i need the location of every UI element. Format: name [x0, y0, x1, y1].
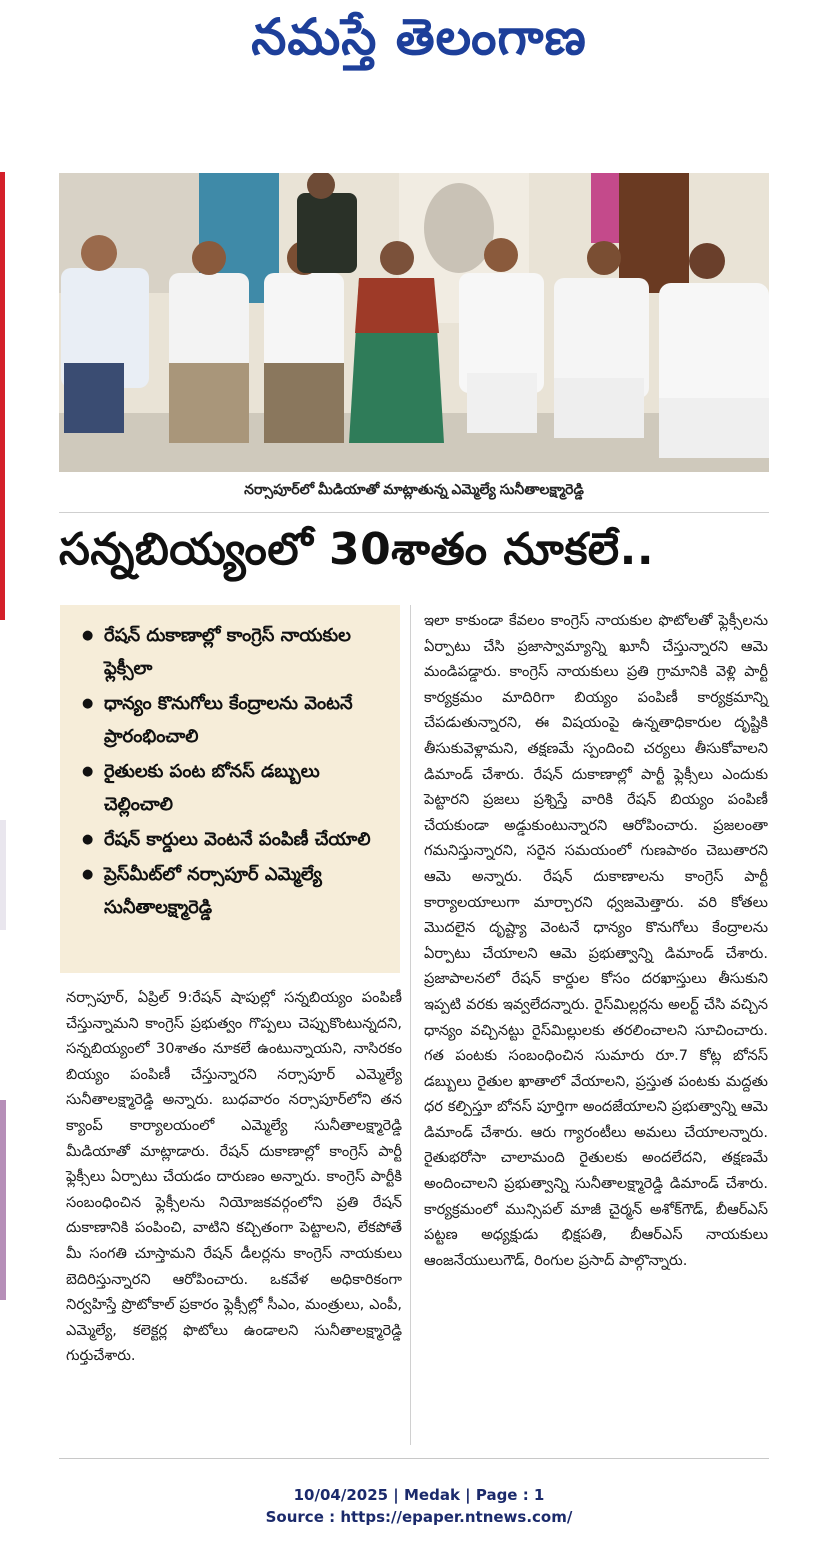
- highlight-item: ● రేషన్ దుకాణాల్లో కాంగ్రెస్ నాయకుల ఫ్లెక్సీలా: [82, 619, 390, 685]
- news-photo: [59, 173, 769, 472]
- headline-text: సన్నబియ్యంలో 30శాతం నూకలే..: [59, 524, 655, 575]
- footer-divider: [59, 1458, 769, 1459]
- footer-date-edition: 10/04/2025 | Medak | Page : 1: [293, 1486, 545, 1504]
- masthead: [0, 0, 838, 90]
- article-body-left: నర్సాపూర్, ఏప్రిల్ 9:రేషన్ షాపుల్లో సన్నబియ్యం పంపిణీ చేస్తున్నామని కాంగ్రెస్ ప్రభుత్వం గొప్పలు చెప్పుకొంటున్నదని, సన్నబియ్యంలో 30శాతం నూకలే ఉంటున్నాయని, నాసిరకం బియ్యం పంపిణీ చేస్తున్నారని నర్సాపూర్ ఎమ్మెల్యే సునీతాలక్ష్మారెడ్డి అన్నారు. బుధవారం నర్సాపూర్‌లోని తన క్యాంప్ కార్యాలయంలో ఎమ్మెల్యే సునీతాలక్ష్మారెడ్డి మీడియాతో మాట్లాడారు. రేషన్ దుకాణాల్లో కాంగ్రెస్ పార్టీ ఫ్లెక్సీలు ఏర్పాటు చేయడం దారుణం అన్నారు. కాంగ్రెస్ పార్టీకి సంబంధించిన ఫ్లెక్సీలను నియోజకవర్గంలోని ప్రతి రేషన్ దుకాణానికి పంపించి, వాటిని కచ్చితంగా పెట్టాలని, లేకపోతే మీ సంగతి చూస్తామని రేషన్ డీలర్లను కాంగ్రెస్ నాయకులు బెదిరిస్తున్నారని ఆరోపించారు. ఒకవేళ అధికారికంగా నిర్వహిస్తే ప్రొటోకాల్ ప్రకారం ఫ్లెక్సీల్లో సీఎం, మంత్రులు, ఎంపీ, ఎమ్మెల్యే, కలెక్టర్ల ఫొటోలు ఉండాలని సునీతాలక్ష్మారెడ్డి గుర్తుచేశారు.: [66, 989, 402, 1365]
- highlight-item: ● రేషన్ కార్డులు వెంటనే పంపిణీ చేయాలి: [82, 823, 390, 856]
- column-divider: [410, 605, 411, 1445]
- article-body-right: ఇలా కాకుండా కేవలం కాంగ్రెస్ నాయకుల ఫొటోలతో ఫ్లెక్సీలను ఏర్పాటు చేసి ప్రజాస్వామ్యాన్ని ఖూనీ చేస్తున్నారని ఆమె మండిపడ్డారు. కాంగ్రెస్ నాయకులు ప్రతి గ్రామానికి వెళ్లి పార్టీ కార్యక్రమం మాదిరిగా బియ్యం పంపిణీ కార్యక్రమాన్ని చేపడుతున్నారని, ఈ విషయంపై ఉన్నతాధికారుల దృష్టికి తీసుకువెళ్లామని, తక్షణమే స్పందించి చర్యలు తీసుకోవాలని డిమాండ్ చేశారు. రేషన్ దుకాణాల్లో పార్టీ ఫ్లెక్సీలు ఎందుకు పెట్టారని ప్రజలు ప్రశ్నిస్తే వారికి రేషన్ బియ్యం పంపిణీ చేయకుండా అడ్డుకుంటున్నారని ఆరోపించారు. ప్రజలంతా గమనిస్తున్నారని, సరైన సమయంలో గుణపాఠం చెబుతారని ఆమె అన్నారు. రేషన్ దుకాణాలను కాంగ్రెస్ పార్టీ కార్యాలయాలుగా మార్చారని ధ్వజమెత్తారు. వరి కోతలు మొదలైన దృష్ట్యా వెంటనే ధాన్యం కొనుగోలు కేంద్రాలను ఏర్పాటు చేయాలని ఆమె ప్రభుత్వాన్ని డిమాండ్ చేశారు. ప్రజాపాలనలో రేషన్ కార్డుల కోసం దరఖాస్తులు తీసుకుని ఇప్పటి వరకు ఇవ్వలేదన్నారు. రైస్‌మిల్లర్లను అలర్ట్ చేసి వచ్చిన ధాన్యం వచ్చినట్టు రైస్‌మిల్లులకు తరలించాలని సూచించారు. గత పంటకు సంబంధించిన సుమారు రూ.7 కోట్ల బోనస్ డబ్బులు రైతుల ఖాతాలో వేయాలని, ప్రస్తుత పంటకు మద్దతు ధర కల్పిస్తూ బోనస్ పూర్తిగా అందజేయాలని ప్రభుత్వాన్ని ఆమె డిమాండ్ చేశారు. ఆరు గ్యారంటీలు అమలు చేయాలన్నారు. రైతుభరోసా చాలామంది రైతులకు అందలేదని, తక్షణమే అందించాలని ప్రభుత్వాన్ని సునీతాలక్ష్మారెడ్డి డిమాండ్ చేశారు. కార్యక్రమంలో మున్సిపల్ మాజీ చైర్మన్ అశోక్‌గౌడ్, బీఆర్ఎస్ పట్టణ అధ్యక్షుడు భిక్షపతి, బీఆర్ఎస్ నాయకులు ఆంజనేయులుగౌడ్, రింగుల ప్రసాద్ పాల్గొన్నారు.: [424, 612, 768, 1269]
- highlight-item: ● రైతులకు పంట బోనస్ డబ్బులు చెల్లించాలి: [82, 755, 390, 821]
- page-edge-red-bar: [0, 172, 5, 620]
- highlights-box: [60, 605, 400, 973]
- page-edge-fragment: [0, 1100, 6, 1300]
- photo-caption: [59, 472, 769, 513]
- page-edge-fragment: [0, 820, 6, 930]
- photo-caption-text: నర్సాపూర్‌లో మీడియాతో మాట్లాతున్న ఎమ్మెల్యే సునీతాలక్ష్మారెడ్డి: [244, 481, 584, 497]
- masthead-title: నమస్తే తెలంగాణ: [251, 8, 587, 66]
- headline: [59, 524, 769, 596]
- highlight-item: ● ప్రెస్‌మీట్‌లో నర్సాపూర్ ఎమ్మెల్యే సునీతాలక్ష్మారెడ్డి: [82, 858, 390, 924]
- footer-source-link[interactable]: Source : https://epaper.ntnews.com/: [265, 1508, 573, 1526]
- highlight-item: ● ధాన్యం కొనుగోలు కేంద్రాలను వెంటనే ప్రారంభించాలి: [82, 687, 390, 753]
